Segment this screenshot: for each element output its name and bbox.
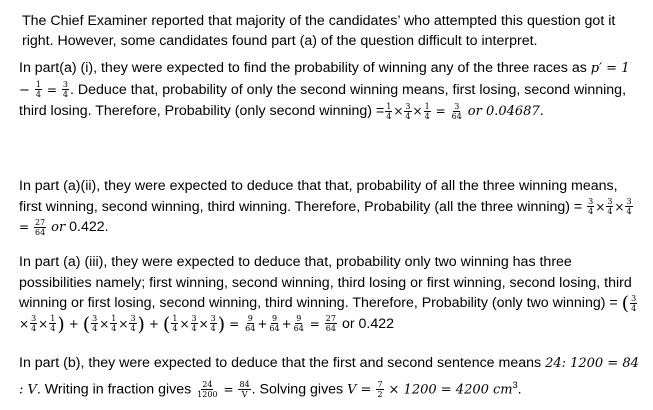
open-paren: ( xyxy=(621,292,630,315)
fraction: $\frac{27}{64}$ xyxy=(35,217,46,237)
part-b-mid2: . Solving gives xyxy=(251,381,344,398)
close-paren: ) xyxy=(57,312,65,335)
plus-sign: + xyxy=(148,316,159,331)
part-b-lead: In part (b), they were expected to deduce that the first and second sentence means xyxy=(19,355,542,371)
part-a-i-paragraph xyxy=(19,58,639,123)
close-paren: ) xyxy=(217,312,226,335)
fraction: $\frac{1}{4}$ xyxy=(50,314,56,334)
plus-sign: + xyxy=(68,316,79,331)
equals-sign: = xyxy=(19,220,30,234)
part-a-ii-paragraph xyxy=(19,176,639,239)
part-b-paragraph xyxy=(19,353,639,401)
fraction: $\frac{1}{4}$ xyxy=(35,80,41,100)
p-prime-expr: p′ = 1 − xyxy=(19,61,630,98)
fraction: $\frac{3}{4}$ xyxy=(210,314,216,334)
fraction: $\frac{84}{V}$ xyxy=(239,379,250,399)
part-b-mid: . Writing in fraction gives xyxy=(36,381,192,398)
fraction: $\frac{27}{64}$ xyxy=(325,314,336,334)
volume-var: V = xyxy=(347,382,372,398)
fraction: $\frac{1}{4}$ xyxy=(111,314,117,334)
part-a-iii-result: or 0.422 xyxy=(341,315,394,332)
or-word: or xyxy=(51,220,66,235)
open-paren: ( xyxy=(82,312,91,335)
times-sign: × xyxy=(614,199,625,214)
equals-sign: = xyxy=(229,316,240,331)
fraction: $\frac{3}{4}$ xyxy=(62,80,69,100)
times-sign: × xyxy=(412,104,423,118)
part-a-ii-result: 0.422. xyxy=(69,219,109,235)
part-a-i-lead: In part(a) (i), they were expected to find the probability of winning any of the three races as xyxy=(19,60,587,76)
volume-calc: × 1200 = 4200 cm xyxy=(388,382,513,398)
equals-sign: = xyxy=(46,82,57,97)
fraction: $\frac{3}{4}$ xyxy=(31,314,37,334)
fraction: $\frac{9}{64}$ xyxy=(293,314,304,334)
intro-paragraph xyxy=(22,11,632,51)
fraction: $\frac{3}{4}$ xyxy=(130,314,136,334)
fraction: $\frac{3}{4}$ xyxy=(607,197,613,217)
fraction: $\frac{9}{64}$ xyxy=(269,314,280,334)
fraction: $\frac{1}{4}$ xyxy=(424,101,430,121)
fraction: $\frac{1}{4}$ xyxy=(386,101,392,121)
exponent: 3 xyxy=(512,379,518,390)
open-paren: ( xyxy=(162,312,171,335)
fraction: $\frac{3}{64}$ xyxy=(451,101,462,121)
part-b-end: . xyxy=(517,381,522,398)
fraction: $\frac{24}{1200}$ xyxy=(197,379,218,399)
part-a-i-mid: . Deduce that, probability of only the second winning means, first losing, second winning, third losing. Therefore, Probability (only second winning) = xyxy=(19,81,627,119)
fraction: $\frac{3}{4}$ xyxy=(626,197,632,217)
fraction: $\frac{9}{64}$ xyxy=(245,314,256,334)
part-a-i-result: or 0.04687. xyxy=(467,104,544,119)
times-sign: × xyxy=(118,316,129,331)
fraction: $\frac{1}{4}$ xyxy=(172,314,178,334)
times-sign: × xyxy=(19,316,30,331)
times-sign: × xyxy=(179,316,190,331)
plus-sign: + xyxy=(257,316,268,331)
fraction: $\frac{7}{2}$ xyxy=(377,379,383,399)
equals-sign: = xyxy=(435,104,446,118)
times-sign: × xyxy=(198,316,209,331)
part-a-ii-lead: In part (a)(ii), they were expected to deduce that that, probability of all the three winning means, first winning, second winning, third winning. Therefore, Probability (all the three winning) = xyxy=(19,178,618,215)
fraction: $\frac{3}{4}$ xyxy=(588,197,594,217)
times-sign: × xyxy=(393,104,404,118)
fraction: $\frac{3}{4}$ xyxy=(191,314,197,334)
part-a-iii-paragraph xyxy=(19,252,639,334)
fraction: $\frac{3}{4}$ xyxy=(405,101,411,121)
times-sign: × xyxy=(38,316,49,331)
fraction: $\frac{3}{4}$ xyxy=(92,314,98,334)
close-paren: ) xyxy=(137,312,145,335)
plus-sign: + xyxy=(281,316,292,331)
times-sign: × xyxy=(99,316,110,331)
fraction: $\frac{3}{4}$ xyxy=(631,293,637,313)
ratio-expr: 24: 1200 = 84 : V xyxy=(19,356,639,398)
part-a-iii-lead: In part (a) (iii), they were expected to deduce that, probability only two winning has three possibilities namely; first winning, second winning, third losing or first winning, second losing, third winning or first losing, second winning, third winning. Therefore, Probability (only two winning) = xyxy=(19,254,632,311)
equals-sign: = xyxy=(223,382,234,397)
equals-sign: = xyxy=(309,316,320,331)
intro-text: The Chief Examiner reported that majority of the candidates’ who attempted this question got it right. However, some candidates found part (a) of the question difficult to interpret. xyxy=(22,13,616,49)
times-sign: × xyxy=(595,199,606,214)
